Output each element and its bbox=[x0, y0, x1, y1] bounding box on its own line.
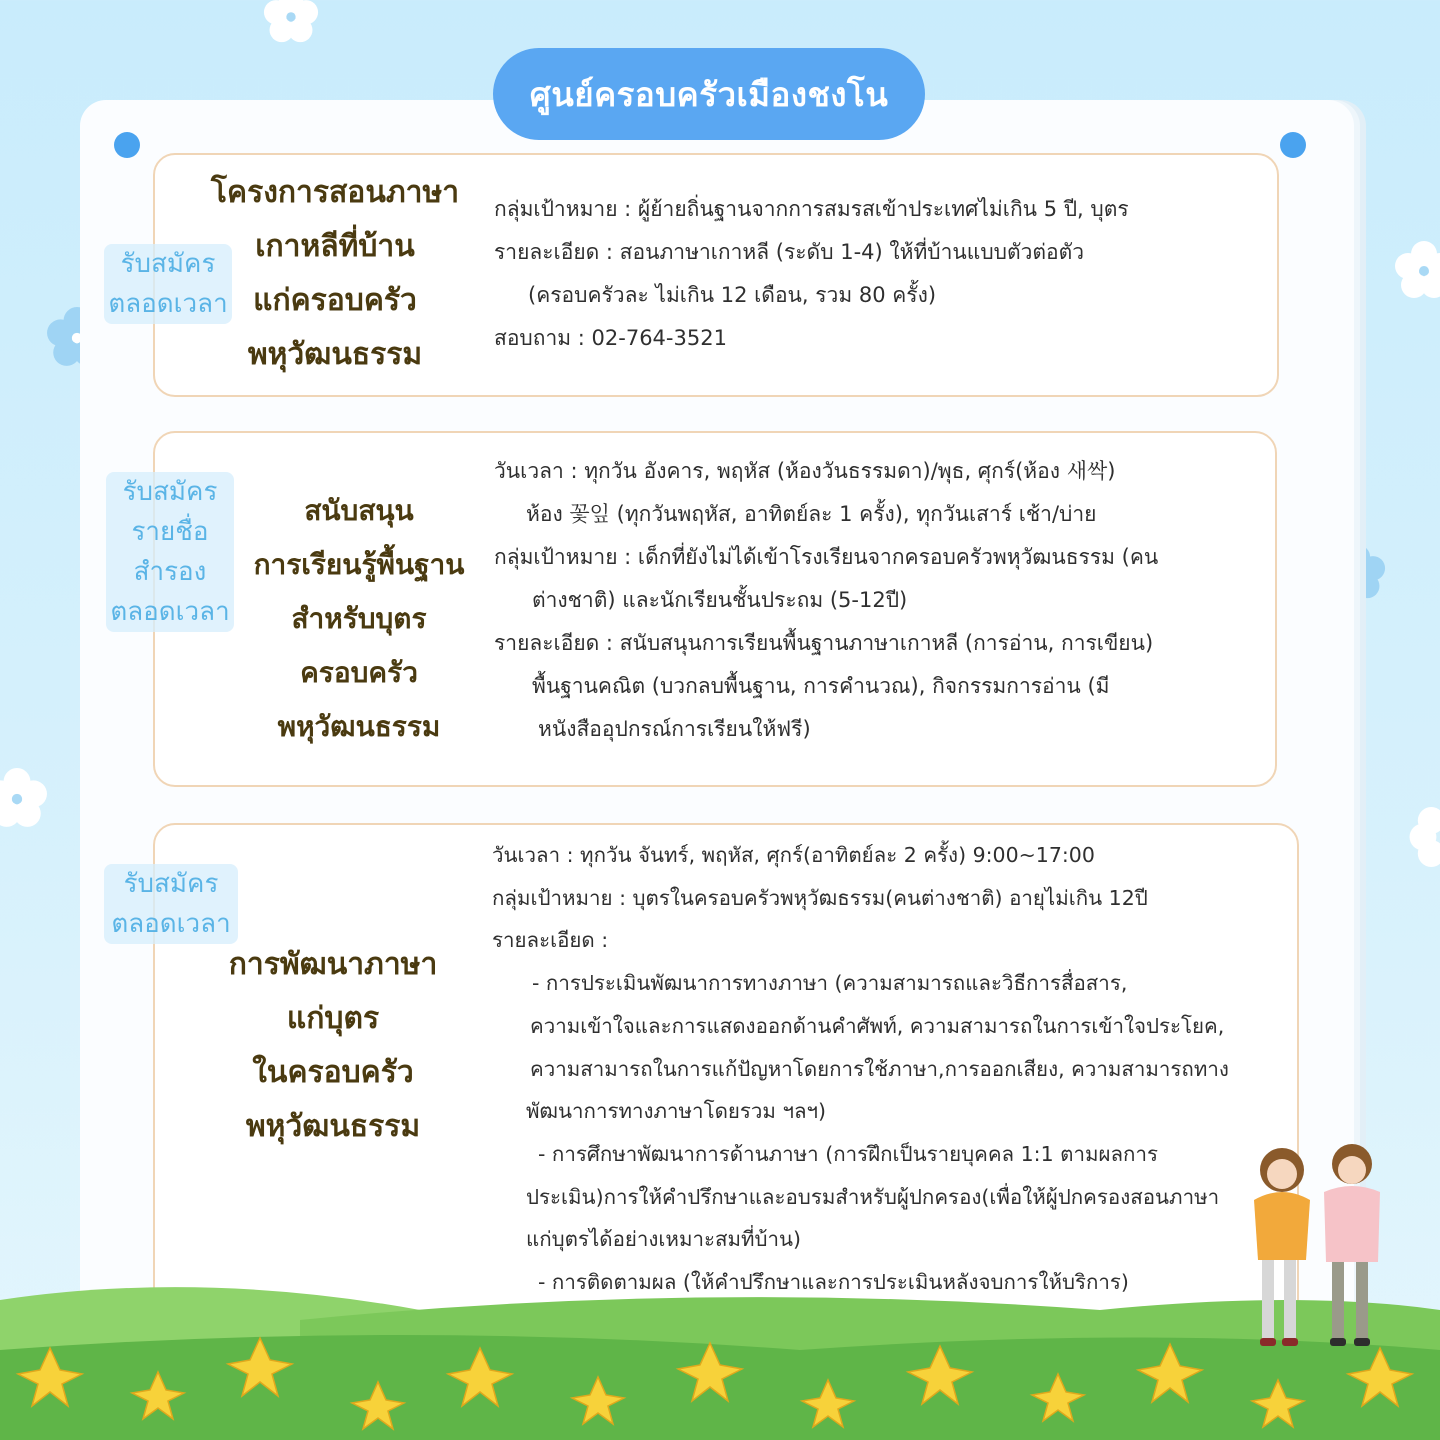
program-title: โครงการสอนภาษา เกาหลีที่บ้าน แก่ครอบครัว พหุวัฒนธรรม bbox=[210, 175, 460, 372]
header-banner bbox=[493, 48, 925, 140]
meadow-illustration bbox=[0, 1280, 1440, 1440]
pin-icon bbox=[114, 132, 140, 158]
registration-badge: รับสมัคร ตลอดเวลา bbox=[104, 864, 238, 944]
registration-badge: รับสมัคร ตลอดเวลา bbox=[104, 244, 232, 324]
program-title: สนับสนุน การเรียนรู้พื้นฐาน สำหรับบุตร ครอบครัว พหุวัฒนธรรม bbox=[253, 494, 465, 743]
people-illustration bbox=[1240, 1140, 1390, 1356]
flower-icon bbox=[1408, 806, 1440, 868]
flower-icon bbox=[0, 762, 48, 834]
pin-icon bbox=[1280, 132, 1306, 158]
program-title: การพัฒนาภาษา แก่บุตร ในครอบครัว พหุวัฒนธรรม bbox=[228, 947, 438, 1144]
page-title: ศูนย์ครอบครัวเมืองชงโน bbox=[529, 74, 889, 114]
contact-phone: สอบถาม : 02-764-3521 bbox=[494, 326, 727, 350]
flower-icon bbox=[1394, 240, 1440, 300]
program-details: วันเวลา : ทุกวัน จันทร์, พฤหัส, ศุกร์(อาทิตย์ละ 2 ครั้ง) 9:00~17:00 กลุ่มเป้าหมาย : บุตรในครอบครัวพหุวัฒธรรม(คนต่างชาติ) อายุไม่เกิน 12ปี รายละเอียด : - การประเมินพัฒนาการทางภาษา (ความสามารถและวิธีการสื่อสาร, ความเข้าใจและการแสดงออกด้านคำศัพท์, ความสามารถในการเข้าใจประโยค, ความสามารถในการแก้ปัญหาโดยการใช้ภาษา,การออกเสียง, ความสามารถทาง พัฒนาการทางภาษาโดยรวม ฯลฯ) - การศึกษาพัฒนาการด้านภาษา (การฝึกเป็นรายบุคคล 1:1 ตามผลการ ประเมิน)การให้คำปรึกษาและอบรมสำหรับผู้ปกครอง(เพื่อให้ผู้ปกครองสอนภาษา แก่บุตรได้อย่างเหมาะสมที่บ้าน) - การติดตามผล (ให้คำปรึกษาและการประเมินหลังจบการให้บริการ) bbox=[492, 843, 1229, 1295]
registration-badge: รับสมัคร รายชื่อ สำรอง ตลอดเวลา bbox=[106, 472, 234, 632]
flower-icon bbox=[258, 0, 324, 44]
program-details: วันเวลา : ทุกวัน อังคาร, พฤหัส (ห้องวันธรรมดา)/พุธ, ศุกร์(ห้อง 새싹) ห้อง 꽃잎 (ทุกวันพฤหัส, อาทิตย์ละ 1 ครั้ง), ทุกวันเสาร์ เช้า/บ่าย กลุ่มเป้าหมาย : เด็กที่ยังไม่ได้เข้าโรงเรียนจากครอบครัวพหุวัฒนธรรม (คน ต่างชาติ) และนักเรียนชั้นประถม (5-12ปี) รายละเอียด : สนับสนุนการเรียนพื้นฐานภาษาเกาหลี (การอ่าน, การเขียน) พื้นฐานคณิต (บวกลบพื้นฐาน, การคำนวณ), กิจกรรมการอ่าน (มี หนังสืออุปกรณ์การเรียนให้ฟรี) bbox=[494, 459, 1159, 741]
program-details: กลุ่มเป้าหมาย : ผู้ย้ายถิ่นฐานจากการสมรสเข้าประเทศไม่เกิน 5 ปี, บุตร รายละเอียด : สอนภาษาเกาหลี (ระดับ 1-4) ให้ที่บ้านแบบตัวต่อตัว (ครอบครัวละ ไม่เกิน 12 เดือน, รวม 80 ครั้ง) สอบถาม : 02-764-3521 bbox=[494, 188, 1129, 360]
